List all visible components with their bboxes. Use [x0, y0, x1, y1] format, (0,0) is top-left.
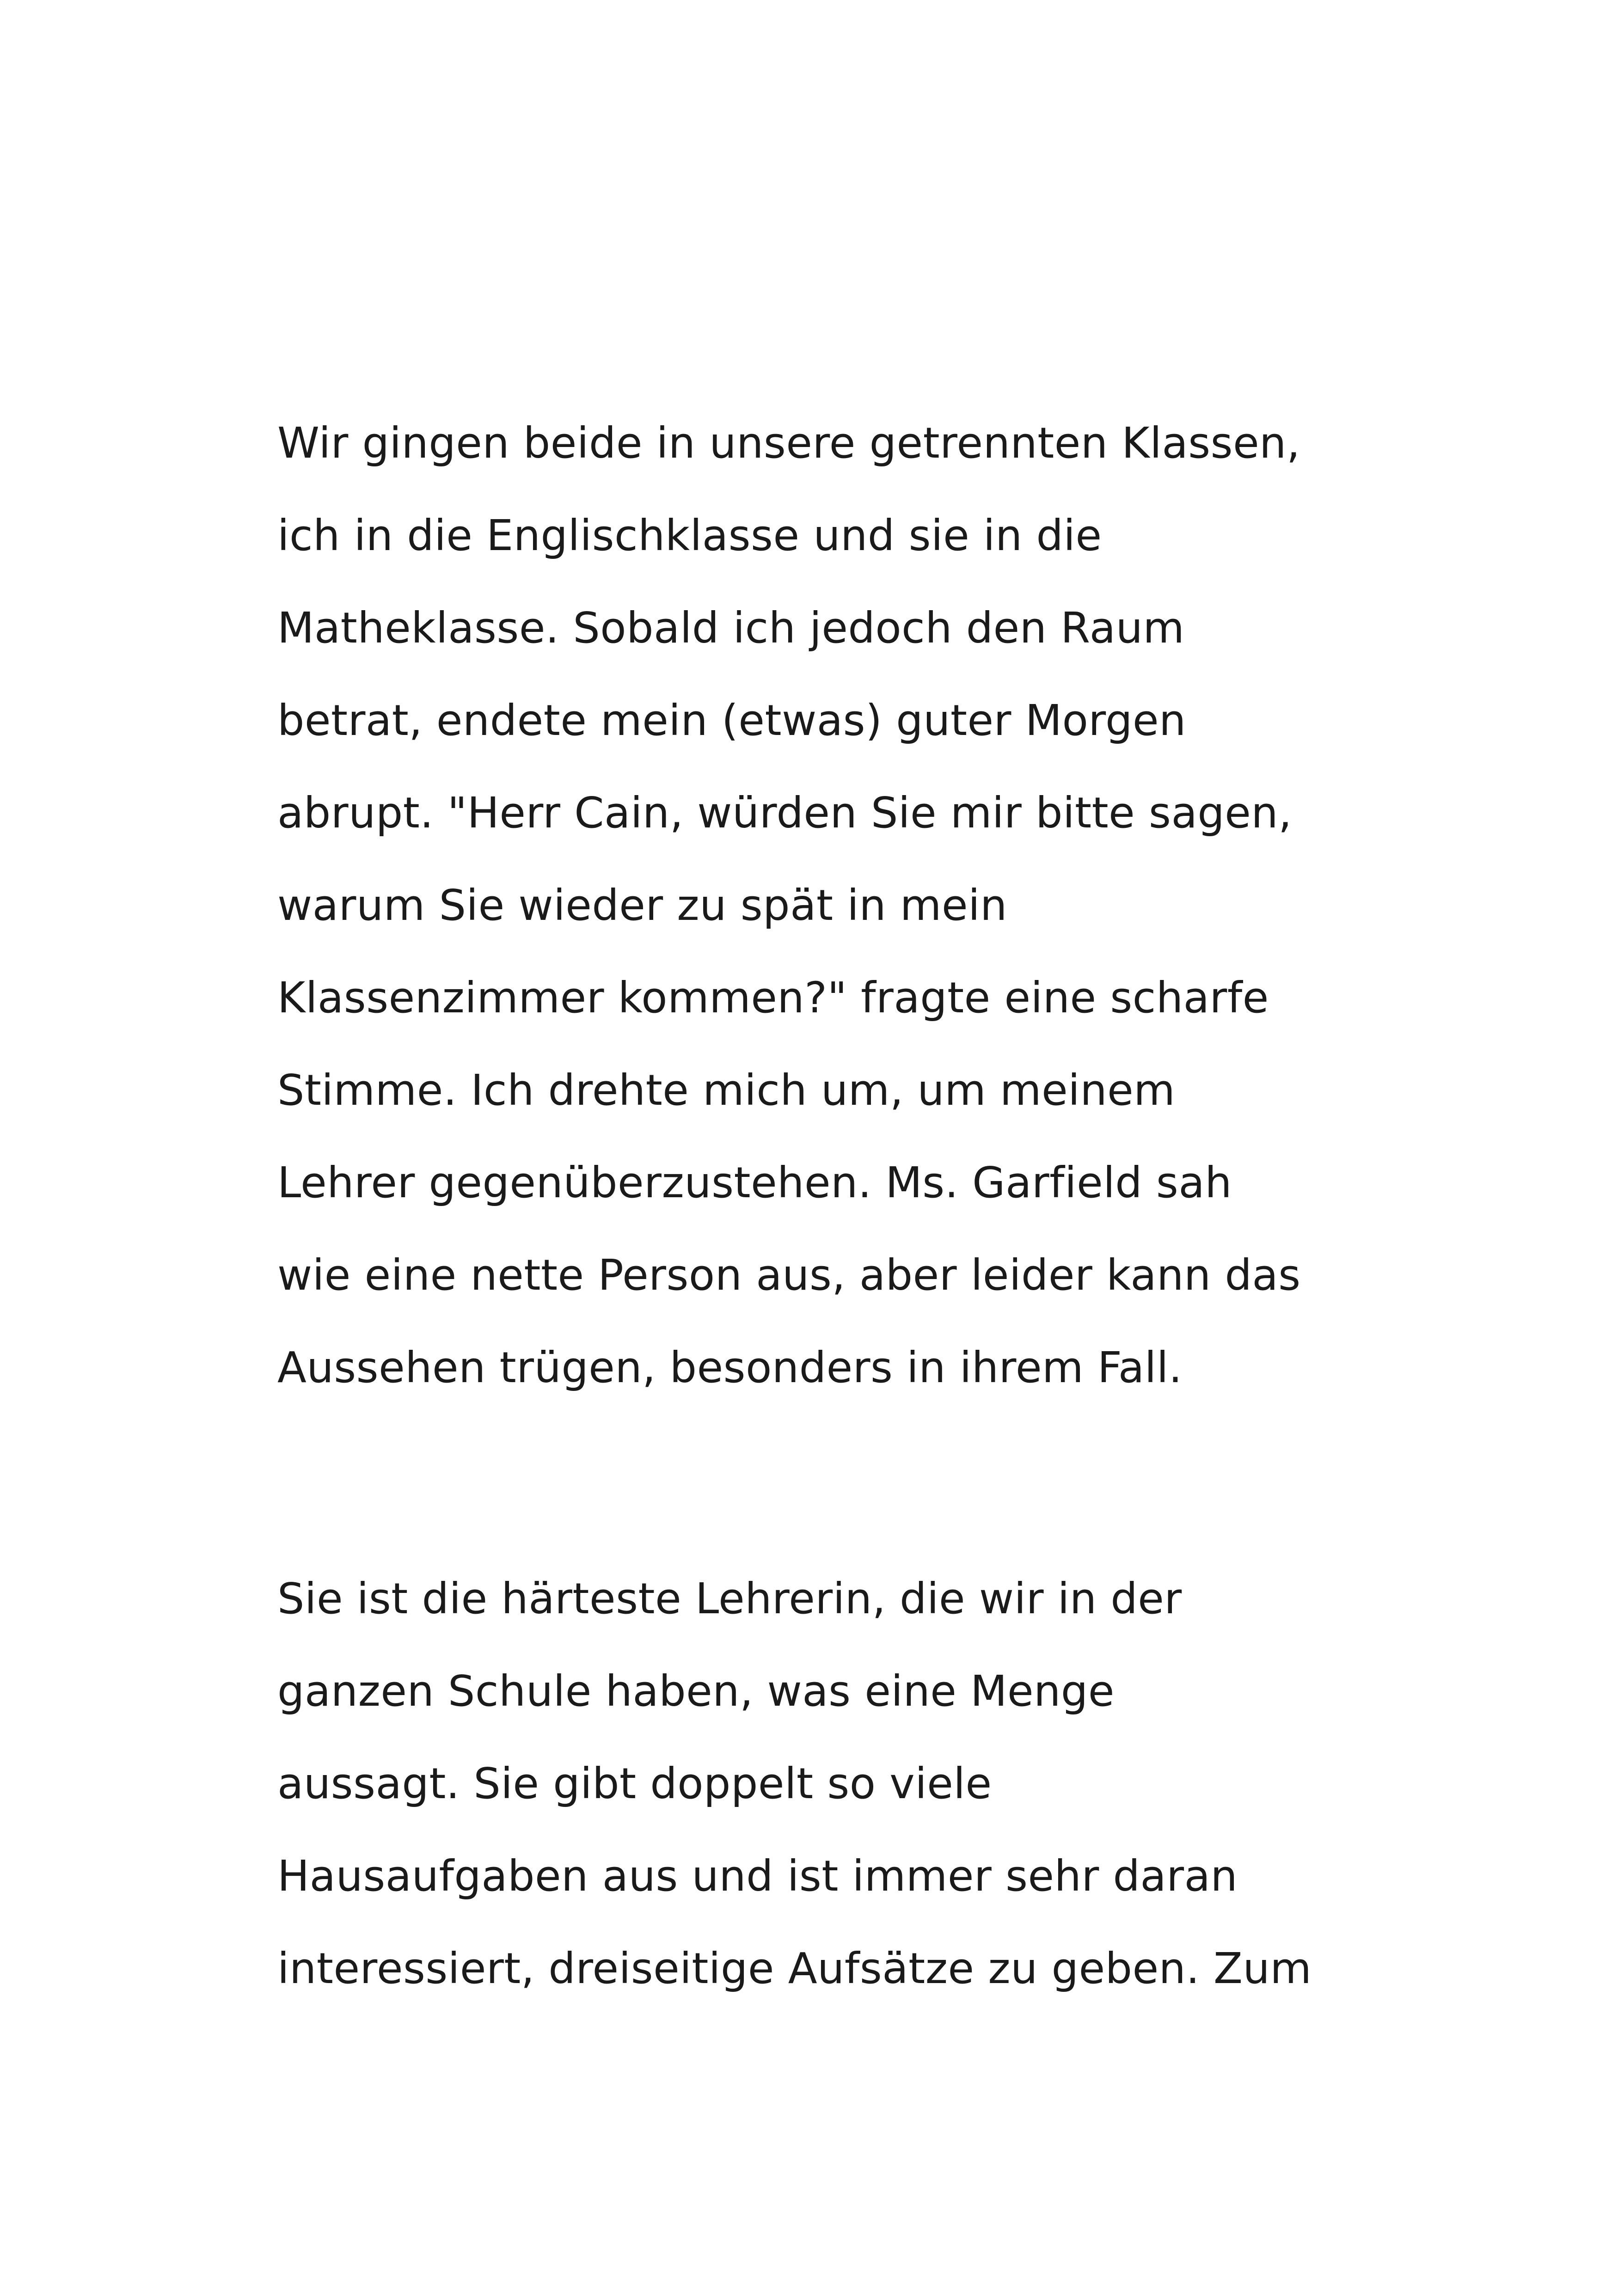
text-line: betrat, endete mein (etwas) guter Morgen	[277, 696, 1186, 745]
text-line: Stimme. Ich drehte mich um, um meinem	[277, 1065, 1176, 1115]
text-line: abrupt. "Herr Cain, würden Sie mir bitte sagen,	[277, 788, 1292, 838]
text-line: Wir gingen beide in unsere getrennten Klassen,	[277, 418, 1300, 468]
text-line: Hausaufgaben aus und ist immer sehr daran	[277, 1851, 1238, 1901]
text-line: Klassenzimmer kommen?" fragte eine scharfe	[277, 973, 1269, 1022]
text-line: aussagt. Sie gibt doppelt so viele	[277, 1759, 992, 1808]
paragraph-2	[277, 1571, 1410, 2033]
text-line: Sie ist die härteste Lehrerin, die wir in der	[277, 1574, 1182, 1623]
text-line: Lehrer gegenüberzustehen. Ms. Garfield sah	[277, 1158, 1232, 1207]
text-line: interessiert, dreiseitige Aufsätze zu geben. Zum	[277, 1944, 1312, 1993]
text-line: wie eine nette Person aus, aber leider kann das	[277, 1250, 1301, 1300]
text-line: warum Sie wieder zu spät in mein	[277, 881, 1007, 930]
text-line: Matheklasse. Sobald ich jedoch den Raum	[277, 603, 1185, 653]
text-line: ich in die Englischklasse und sie in die	[277, 511, 1102, 560]
text-line: ganzen Schule haben, was eine Menge	[277, 1666, 1115, 1716]
paragraph-1	[277, 416, 1410, 1433]
text-line: Aussehen trügen, besonders in ihrem Fall.	[277, 1343, 1183, 1392]
